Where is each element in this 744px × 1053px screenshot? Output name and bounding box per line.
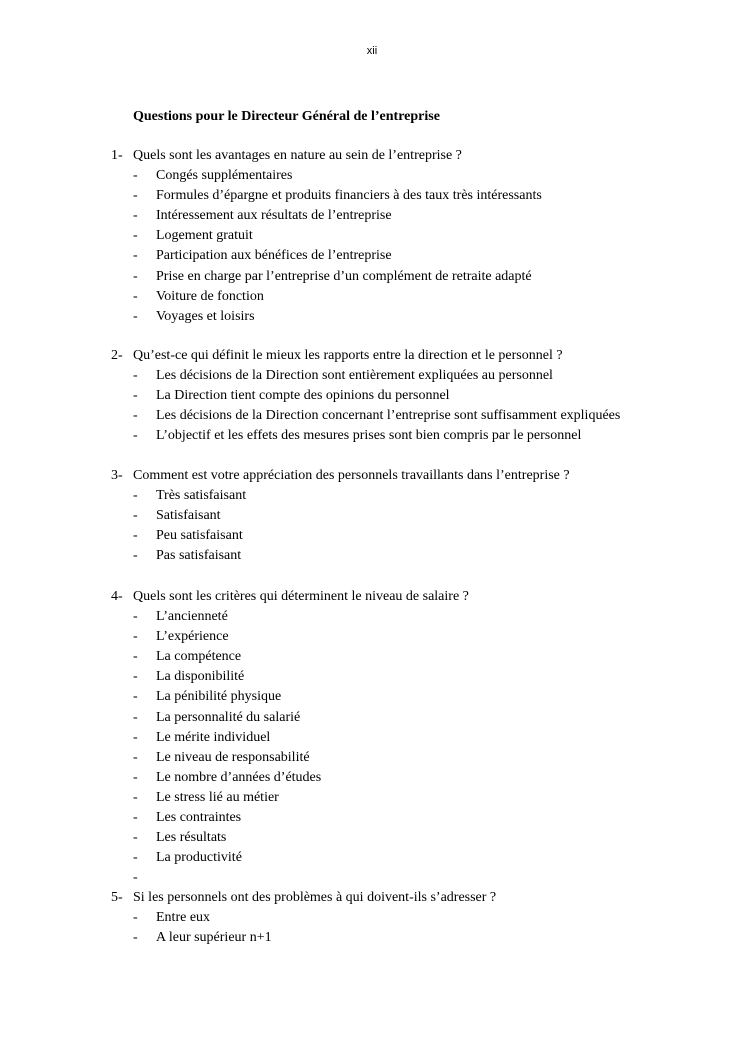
question-block-1 bbox=[0, 146, 744, 327]
answer-option bbox=[0, 226, 744, 246]
bullet-dash: - bbox=[133, 428, 138, 444]
bullet-dash: - bbox=[133, 548, 138, 564]
question-text: Quels sont les avantages en nature au sein de l’entreprise ? bbox=[133, 148, 462, 163]
answer-option bbox=[0, 748, 744, 768]
bullet-dash: - bbox=[133, 228, 138, 244]
option-text: Très satisfaisant bbox=[156, 488, 247, 504]
question-number: 1- bbox=[111, 148, 123, 163]
answer-option bbox=[0, 246, 744, 266]
question-number: 3- bbox=[111, 468, 123, 483]
answer-option bbox=[0, 607, 744, 627]
question-block-4 bbox=[0, 587, 744, 888]
bullet-dash: - bbox=[133, 188, 138, 204]
bullet-dash: - bbox=[133, 870, 138, 886]
option-text: Satisfaisant bbox=[156, 508, 221, 524]
answer-option bbox=[0, 667, 744, 687]
question-line bbox=[0, 146, 744, 166]
option-text: Voyages et loisirs bbox=[156, 308, 255, 324]
option-text: La productivité bbox=[156, 850, 242, 866]
bullet-dash: - bbox=[133, 830, 138, 846]
bullet-dash: - bbox=[133, 528, 138, 544]
option-text: Intéressement aux résultats de l’entreprise bbox=[156, 208, 392, 224]
option-text: Formules d’épargne et produits financiers à des taux très intéressants bbox=[156, 188, 542, 204]
answer-option bbox=[0, 788, 744, 808]
answer-option bbox=[0, 386, 744, 406]
answer-option bbox=[0, 728, 744, 748]
section-heading: Questions pour le Directeur Général de l’entreprise bbox=[133, 109, 440, 124]
bullet-dash: - bbox=[133, 168, 138, 184]
question-block-2 bbox=[0, 346, 744, 446]
answer-option bbox=[0, 627, 744, 647]
option-text: Voiture de fonction bbox=[156, 288, 264, 304]
bullet-dash: - bbox=[133, 368, 138, 384]
bullet-dash: - bbox=[133, 729, 138, 745]
option-text: La personnalité du salarié bbox=[156, 709, 301, 725]
option-text: L’objectif et les effets des mesures prises sont bien compris par le personnel bbox=[156, 428, 582, 444]
option-text: L’ancienneté bbox=[156, 609, 228, 625]
bullet-dash: - bbox=[133, 268, 138, 284]
question-line bbox=[0, 466, 744, 486]
question-block-3 bbox=[0, 466, 744, 566]
bullet-dash: - bbox=[133, 789, 138, 805]
option-text: Les décisions de la Direction sont entièrement expliquées au personnel bbox=[156, 368, 553, 384]
bullet-dash: - bbox=[133, 850, 138, 866]
question-line bbox=[0, 888, 744, 908]
answer-option bbox=[0, 828, 744, 848]
option-text: La disponibilité bbox=[156, 669, 245, 685]
question-text: Comment est votre appréciation des personnels travaillants dans l’entreprise ? bbox=[133, 468, 570, 483]
option-text: La compétence bbox=[156, 649, 242, 665]
answer-option bbox=[0, 366, 744, 386]
answer-option bbox=[0, 186, 744, 206]
answer-option bbox=[0, 506, 744, 526]
option-text: Peu satisfaisant bbox=[156, 528, 243, 544]
answer-option bbox=[0, 908, 744, 928]
question-line bbox=[0, 587, 744, 607]
option-text: Le niveau de responsabilité bbox=[156, 749, 310, 765]
question-number: 5- bbox=[111, 890, 123, 905]
answer-option bbox=[0, 206, 744, 226]
answer-option bbox=[0, 526, 744, 546]
answer-option bbox=[0, 406, 744, 426]
answer-option bbox=[0, 768, 744, 788]
bullet-dash: - bbox=[133, 649, 138, 665]
bullet-dash: - bbox=[133, 769, 138, 785]
bullet-dash: - bbox=[133, 508, 138, 524]
question-text: Si les personnels ont des problèmes à qui doivent-ils s’adresser ? bbox=[133, 890, 497, 905]
question-text: Qu’est-ce qui définit le mieux les rapports entre la direction et le personnel ? bbox=[133, 348, 563, 363]
option-text: Le mérite individuel bbox=[156, 729, 271, 745]
bullet-dash: - bbox=[133, 930, 138, 946]
answer-option bbox=[0, 868, 744, 888]
bullet-dash: - bbox=[133, 810, 138, 826]
option-text: La Direction tient compte des opinions du personnel bbox=[156, 388, 450, 404]
answer-option bbox=[0, 687, 744, 707]
option-text: Prise en charge par l’entreprise d’un complément de retraite adapté bbox=[156, 268, 532, 284]
bullet-dash: - bbox=[133, 388, 138, 404]
option-text: L’expérience bbox=[156, 629, 229, 645]
option-text: Logement gratuit bbox=[156, 228, 253, 244]
bullet-dash: - bbox=[133, 689, 138, 705]
option-text: A leur supérieur n+1 bbox=[156, 930, 272, 946]
answer-option bbox=[0, 287, 744, 307]
answer-option bbox=[0, 647, 744, 667]
answer-option bbox=[0, 546, 744, 566]
answer-option bbox=[0, 166, 744, 186]
bullet-dash: - bbox=[133, 669, 138, 685]
option-text: Entre eux bbox=[156, 910, 211, 926]
option-text: Participation aux bénéfices de l’entreprise bbox=[156, 248, 392, 264]
bullet-dash: - bbox=[133, 609, 138, 625]
bullet-dash: - bbox=[133, 308, 138, 324]
option-text: Le nombre d’années d’études bbox=[156, 769, 322, 785]
question-block-5 bbox=[0, 888, 744, 948]
option-text: Les contraintes bbox=[156, 810, 242, 826]
question-number: 2- bbox=[111, 348, 123, 363]
answer-option bbox=[0, 426, 744, 446]
bullet-dash: - bbox=[133, 208, 138, 224]
option-text: Le stress lié au métier bbox=[156, 789, 279, 805]
option-text: Congés supplémentaires bbox=[156, 168, 293, 184]
bullet-dash: - bbox=[133, 248, 138, 264]
question-number: 4- bbox=[111, 589, 123, 604]
option-text: Les décisions de la Direction concernant l’entreprise sont suffisamment expliquées bbox=[156, 408, 621, 424]
option-text: Les résultats bbox=[156, 830, 227, 846]
answer-option bbox=[0, 486, 744, 506]
answer-option bbox=[0, 848, 744, 868]
bullet-dash: - bbox=[133, 709, 138, 725]
question-line bbox=[0, 346, 744, 366]
answer-option bbox=[0, 267, 744, 287]
answer-option bbox=[0, 808, 744, 828]
answer-option bbox=[0, 928, 744, 948]
bullet-dash: - bbox=[133, 488, 138, 504]
bullet-dash: - bbox=[133, 749, 138, 765]
question-text: Quels sont les critères qui déterminent le niveau de salaire ? bbox=[133, 589, 469, 604]
bullet-dash: - bbox=[133, 629, 138, 645]
answer-option bbox=[0, 708, 744, 728]
option-text: La pénibilité physique bbox=[156, 689, 282, 705]
bullet-dash: - bbox=[133, 288, 138, 304]
page-number: xii bbox=[366, 45, 378, 57]
bullet-dash: - bbox=[133, 910, 138, 926]
option-text: Pas satisfaisant bbox=[156, 548, 242, 564]
answer-option bbox=[0, 307, 744, 327]
bullet-dash: - bbox=[133, 408, 138, 424]
